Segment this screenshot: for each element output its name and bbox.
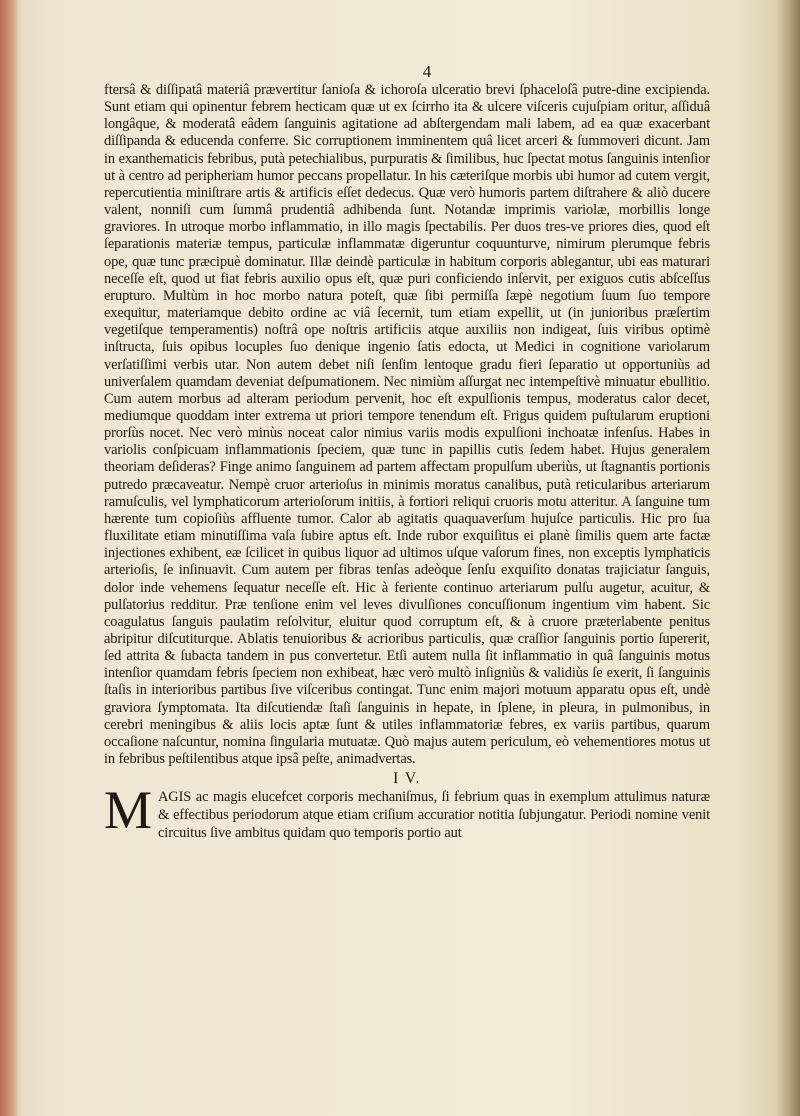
section-paragraph: AGIS ac magis elucefcet corporis mechaniſmus, ſi febrium quas in exemplum attulimus naturæ & effectibus periodorum atque etiam criſium accuratior notitia ſubjungatur. Periodi nomine venit circuitus ſive ambitus quidam quo temporis portio aut (158, 789, 710, 842)
body-paragraph: ftersâ & diſſipatâ materiâ prævertitur ſanioſa & ichoroſa ulceratio brevi ſphaceloſâ putre-dine excipienda. Sunt etiam qui opinentur febrem hecticam quæ ut ex ſcirrho ita & ulcere viſceris cujuſpiam oritur, aſſiduâ longâque, & moderatâ eâdem ſanguinis agitatione ad abſtergendam mali labem, ad ea quæ exacerbant diſſipanda & educenda conferre. Sic corruptionem imminentem quâ licet arceri & ſummoveri dicunt. Jam in exanthematicis febribus, putà petechialibus, purpuratis & ſimilibus, huc ſpectat motus ſanguinis intenſior ut à centro ad peripheriam humor peccans propellatur. In his cæteriſque morbis ubi humor ad cutem vergit, repercutientia miniſtrare artis & artificis eſſet dedecus. Quæ verò humoris partem diſtrahere & aliò ducere valent, nonniſi cum ſummâ prudentiâ adhibenda ſunt. Notandæ imprimis variolæ, morbillis longe graviores. In utroque morbo inflammatio, in illo magis ſpectabilis. Per duos tres-ve priores dies, quod eſt ſeparationis materiæ tempus, particulæ inflammatæ digeruntur coquunturve, nimirum plerumque febris ope, quæ tunc præcipuè dominatur. Illæ deindè particulæ in habitum corporis ablegantur, ubi eas maturari neceſſe eſt, quod ut fiat febris auxilio opus eſt, quæ puri conficiendo inſervit, per exiguos cutis abſceſſus erupturo. Multùm in hoc morbo natura poteſt, quæ ſibi permiſſa ſæpè negotium ſuum ſuo tempore exequitur, materiamque debito ordine ac viâ ſecernit, tum etiam expellit, ut (in junioribus præſertim vegetiſque temperamentis) noſtrâ ope noſtris artificiis atque auxiliis non indigeat, ſuis viribus optimè inſtructa, ſuis opibus locuples ſuo denique ingenio ſatis edocta, ut Medici in cognitione variolarum verſatiſſimi verbis utar. Non autem debet niſi ſenſim lentoque gradu fieri ſeparatio ut opportuniùs ad univerſalem quamdam deveniat deſpumationem. Nec nimiùm aſſurgat nec intempeſtivè minuatur ebullitio. Cum autem morbus ad alteram periodum pervenit, hoc eſt expulſionis tempus, moderatus calor decet, mediumque quoddam inter extrema ut priori tempore tenendum eſt. Frigus quidem puſtularum eruptioni prorſùs nocet. Nec verò minùs noceat calor nimius variis modis expulſioni inchoatæ infenſus. Habes in variolis conſpicuam inflammationis ſpeciem, quæ tunc in papillis cutis ſedem habet. Hujus generalem theoriam deſideras? Finge animo ſanguinem ad partem affectam propulſum uberiùs, ut ſtagnantis portionis putredo præcaveatur. Nempè cruor arterioſus in minimis moratus canalibus, putà reticularibus arteriarum ramuſculis, vel lymphaticorum arterioſorum initiis, à fortiori reliqui cruoris motu atteritur. A ſanguine tum hærente tum copioſiùs affluente tumor. Calor ab agitatis quaquaverſum hujuſce particulis. Hic pro ſua fluxilitate etiam minutiſſima vaſa ſubire aptus eſt. Inde rubor exquiſitus ei planè ſimilis quem arte factæ injectiones exhibent, eæ ſcilicet in quibus liquor ad ultimos uſque vaſorum fines, non exceptis lymphaticis arterioſis, ſe inſinuavit. Cum autem per fibras tenſas adeòque ſenſu exquiſito donatas trajiciatur ſanguis, dolor inde vehemens ſequatur neceſſe eſt. Hic à feriente continuo arteriarum pulſu augetur, acuitur, & pulſatorius redditur. Præ tenſione enim vel leves divulſiones concuſſionum ingentium vim habent. Sic coagulatus ſanguis paulatim reſolvitur, eluitur quod corruptum eſt, & à cruore præterlabente penitus abripitur diſcutiturque. Ablatis tenuioribus & acrioribus particulis, quæ craſſior ſanguinis portio ſupererit, ſed attrita & ſubacta tandem in pus convertetur. Etſi autem nulla ſit inflammatio in quâ ſanguinis motus intenſior quamdam febris ſpeciem non exhibeat, hæc verò multò inſigniùs & validiùs ſe exerit, ſi ſanguinis ſtaſis in interioribus partibus ſive viſceribus contingat. Tunc enim majori motuum apparatu opus eſt, undè graviora ſymptomata. Ita diſcutiendæ ſtaſi ſanguinis in hepate, in ſplene, in pleura, in pulmonibus, in cerebri meningibus & aliis locis aptæ ſunt & utiles inflammatoriæ febres, ex variis partibus, quarum occaſione naſcuntur, nomina ſingularia mutuatæ. Quò majus autem periculum, eò vehementiores motus ut in febribus peſtilentibus atque ipsâ peſte, animadvertas. (104, 82, 710, 768)
binding-edge (0, 0, 18, 1116)
printed-page (104, 62, 710, 1102)
section-opening (104, 780, 710, 842)
drop-cap: M (104, 780, 153, 841)
page-number: 4 (422, 62, 432, 81)
section-heading: I V. (393, 770, 421, 788)
page-edge-shadow (776, 0, 800, 1116)
